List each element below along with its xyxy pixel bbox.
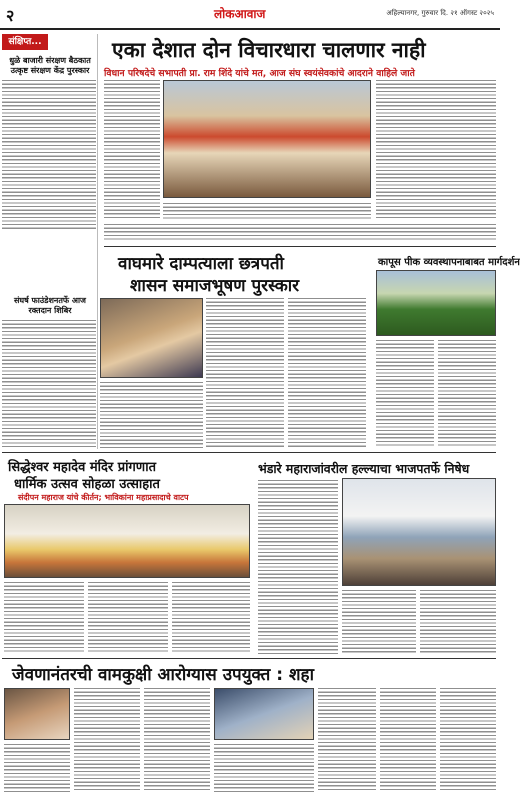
temple-headline-line-2: धार्मिक उत्सव सोहळा उत्साहात xyxy=(14,477,160,492)
health-photo-1 xyxy=(4,688,70,740)
divider xyxy=(104,246,496,247)
brief-headline-2: संघर्ष फाउंडेशनतर्फे आज रक्तदान शिबिर xyxy=(14,296,86,315)
lead-photo-caption xyxy=(163,203,371,221)
lead-headline: एका देशात दोन विचारधारा चालणार नाही xyxy=(112,38,426,62)
cotton-photo xyxy=(376,270,496,336)
protest-headline: भंडारे महाराजांवरील हल्ल्याचा भाजपतर्फे निषेध xyxy=(258,461,470,476)
brief-body-2 xyxy=(2,320,96,448)
briefs-tag: संक्षिप्त... xyxy=(2,34,48,50)
cotton-headline: कापूस पीक व्यवस्थापनाबाबत मार्गदर्शन xyxy=(378,257,520,268)
protest-body-col-3 xyxy=(420,590,496,654)
protest-photo xyxy=(342,478,496,586)
health-body-col-3 xyxy=(144,688,210,792)
newspaper-logo: लोकआवाज xyxy=(214,7,266,21)
divider xyxy=(2,452,496,453)
award-photo xyxy=(100,298,203,378)
temple-body-col-2 xyxy=(88,582,168,654)
health-body-col-6 xyxy=(380,688,436,792)
protest-body-col-1 xyxy=(258,480,338,654)
temple-headline-line-1: सिद्धेश्वर महादेव मंदिर प्रांगणात xyxy=(8,460,156,475)
award-body-col-2 xyxy=(206,298,284,448)
lead-body-col-1 xyxy=(104,80,160,220)
award-body-col-3 xyxy=(288,298,366,448)
lead-body-bottom xyxy=(104,224,496,242)
temple-body-col-1 xyxy=(4,582,84,654)
health-photo-2 xyxy=(214,688,314,740)
briefs-column xyxy=(2,34,98,449)
temple-photo xyxy=(4,504,250,578)
temple-subhead: संदीपन महाराज यांचे कीर्तन; भाविकांना महाप्रसादाचे वाटप xyxy=(18,493,189,502)
award-headline-line-2: शासन समाजभूषण पुरस्कार xyxy=(130,276,300,296)
health-body-col-5 xyxy=(318,688,376,792)
brief-body-1 xyxy=(2,80,96,230)
divider xyxy=(2,658,496,659)
health-body-col-4 xyxy=(214,744,314,792)
dateline: अहिल्यानगर, गुरुवार दि. २१ ऑगस्ट २०२५ xyxy=(386,9,494,17)
protest-body-col-2 xyxy=(342,590,416,654)
health-body-col-7 xyxy=(440,688,496,792)
cotton-body-col-1 xyxy=(376,340,434,448)
masthead xyxy=(0,0,500,30)
lead-body-col-2 xyxy=(376,80,496,220)
health-body-col-2 xyxy=(74,688,140,792)
lead-subhead: विधान परिषदेचे सभापती प्रा. राम शिंदे यांचे मत, आज संघ स्वयंसेवकांचे आदराने वाहिले जाते xyxy=(104,68,415,79)
cotton-body-col-2 xyxy=(438,340,496,448)
health-headline: जेवणानंतरची वामकुक्षी आरोग्यास उपयुक्त : शहा xyxy=(12,665,314,685)
health-body-col-1 xyxy=(4,744,70,792)
award-headline-line-1: वाघमारे दाम्पत्याला छत्रपती xyxy=(118,254,284,274)
temple-body-col-3 xyxy=(172,582,250,654)
lead-photo xyxy=(163,80,371,198)
award-body-col-1 xyxy=(100,382,203,450)
page-number: २ xyxy=(6,6,15,25)
brief-headline-1: धुळे बाजारी संरक्षण बैठकात उत्कृष्ट संरक्षण केंद्र पुरस्कार xyxy=(9,56,91,75)
